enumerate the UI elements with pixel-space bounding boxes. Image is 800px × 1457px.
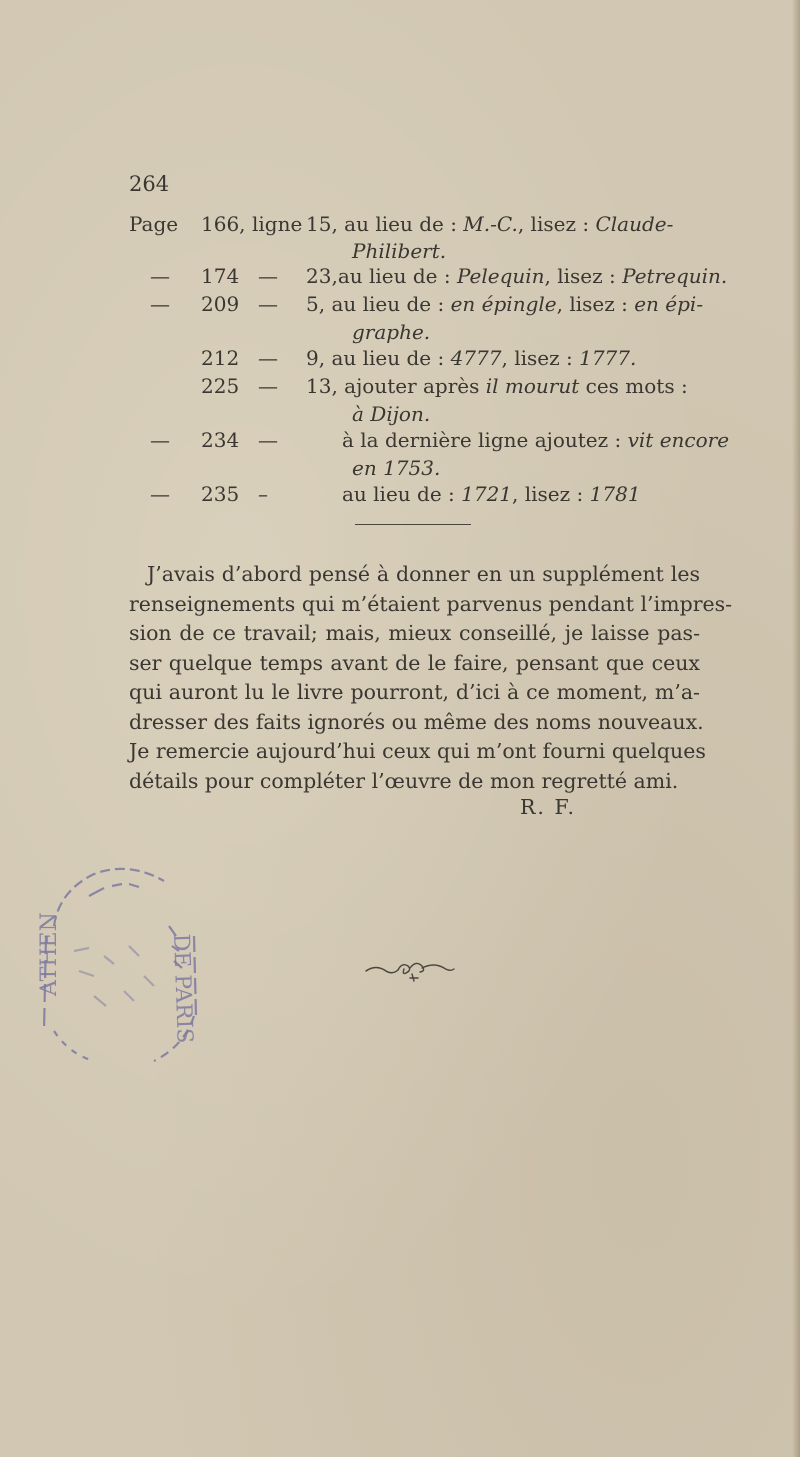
errata-continuation <box>0 318 800 346</box>
errata-text: ces mots : <box>579 374 688 398</box>
errata-text: au lieu de : <box>337 264 457 288</box>
errata-ligne: – <box>258 482 268 506</box>
errata-text: 1721 <box>461 482 513 506</box>
errata-correction <box>306 290 703 318</box>
errata-line-number: 9, <box>306 346 326 370</box>
errata-entry <box>0 262 800 290</box>
errata-text: à la dernière ligne ajoutez : <box>342 428 628 452</box>
errata-text: , lisez : <box>512 482 590 506</box>
paragraph-line: Je remercie aujourd’hui ceux qui m’ont fourni quelques <box>129 739 706 763</box>
errata-text: , lisez : <box>501 346 580 370</box>
errata-ligne: ligne <box>252 212 303 236</box>
errata-page: 166, <box>201 212 246 236</box>
signature: R. F. <box>520 795 577 819</box>
errata-text: 1781 <box>589 482 641 506</box>
errata-continuation <box>0 400 800 428</box>
errata-text: au lieu de : <box>342 482 462 506</box>
errata-entry <box>0 480 800 508</box>
errata-label: — <box>150 264 170 288</box>
errata-text: Pelequin <box>456 264 545 288</box>
errata-text: en 1753. <box>352 456 441 480</box>
errata-correction <box>306 210 673 238</box>
errata-continuation <box>0 237 800 265</box>
errata-ligne: — <box>258 264 278 288</box>
svg-text:ATHEN: ATHEN <box>37 912 62 996</box>
paragraph-line: renseignements qui m’étaient parvenus pendant l’impres- <box>129 591 733 616</box>
errata-label: — <box>150 292 170 316</box>
errata-text: 4777 <box>450 346 502 370</box>
errata-ligne: — <box>258 292 278 316</box>
errata-continuation <box>0 454 800 482</box>
errata-text: M.-C. <box>463 212 518 236</box>
errata-text: il mourut <box>485 374 580 398</box>
errata-text: vit encore <box>627 428 730 452</box>
errata-text: au lieu de : <box>325 346 451 370</box>
errata-text: graphe. <box>352 320 431 344</box>
errata-ligne: — <box>258 374 278 398</box>
closing-paragraph <box>129 560 733 796</box>
paragraph-line: dresser des faits ignorés ou même des noms nouveaux. <box>129 709 704 734</box>
errata-line-number: 23, <box>306 264 338 288</box>
errata-text: , lisez : <box>556 292 635 316</box>
errata-correction <box>342 480 641 508</box>
errata-ligne: — <box>258 428 278 452</box>
errata-page: 209 <box>201 292 240 316</box>
errata-text: en épi- <box>634 292 704 316</box>
section-divider <box>355 524 471 525</box>
library-stamp-icon <box>34 856 204 1071</box>
errata-text: au lieu de : <box>337 212 464 236</box>
errata-text: au lieu de : <box>325 292 451 316</box>
errata-text: , lisez : <box>544 264 623 288</box>
errata-entry <box>0 210 800 238</box>
errata-correction <box>342 426 729 454</box>
paragraph-line: ser quelque temps avant de le faire, pensant que ceux <box>129 650 700 675</box>
errata-entry <box>0 290 800 318</box>
errata-page: 235 <box>201 482 240 506</box>
errata-text: ajouter après <box>337 374 486 398</box>
paragraph-line: J’avais d’abord pensé à donner en un supplément les <box>147 562 700 586</box>
errata-line-number: 13, <box>306 374 338 398</box>
paragraph-line: détails pour compléter l’œuvre de mon regretté ami. <box>129 768 679 793</box>
errata-label: — <box>150 428 170 452</box>
errata-page: 225 <box>201 374 240 398</box>
paragraph-line: qui auront lu le livre pourront, d’ici à ce moment, m’a- <box>129 680 700 704</box>
errata-label: Page <box>129 212 179 236</box>
ornament-icon <box>362 956 457 986</box>
errata-text: 1777. <box>579 346 637 370</box>
errata-entry <box>0 426 800 454</box>
errata-page: 212 <box>201 346 240 370</box>
errata-line-number: 5, <box>306 292 326 316</box>
errata-text: à Dijon. <box>352 402 431 426</box>
paragraph-line: sion de ce travail; mais, mieux conseillé, je laisse pas- <box>129 621 700 645</box>
errata-correction <box>306 262 727 290</box>
errata-text: , lisez : <box>517 212 596 236</box>
page-number: 264 <box>129 172 170 196</box>
errata-correction <box>306 344 636 372</box>
errata-ligne: — <box>258 346 278 370</box>
svg-text:DE PARIS: DE PARIS <box>168 933 197 1044</box>
errata-text: en épingle <box>450 292 557 316</box>
errata-page: 174 <box>201 264 240 288</box>
errata-entry <box>0 372 800 400</box>
errata-text: Petrequin. <box>622 264 728 288</box>
errata-label: — <box>150 482 170 506</box>
errata-entry <box>0 344 800 372</box>
errata-text: Claude- <box>595 212 674 236</box>
errata-correction <box>306 372 688 400</box>
errata-line-number: 15, <box>306 212 338 236</box>
errata-page: 234 <box>201 428 240 452</box>
errata-text: Philibert. <box>352 239 447 263</box>
